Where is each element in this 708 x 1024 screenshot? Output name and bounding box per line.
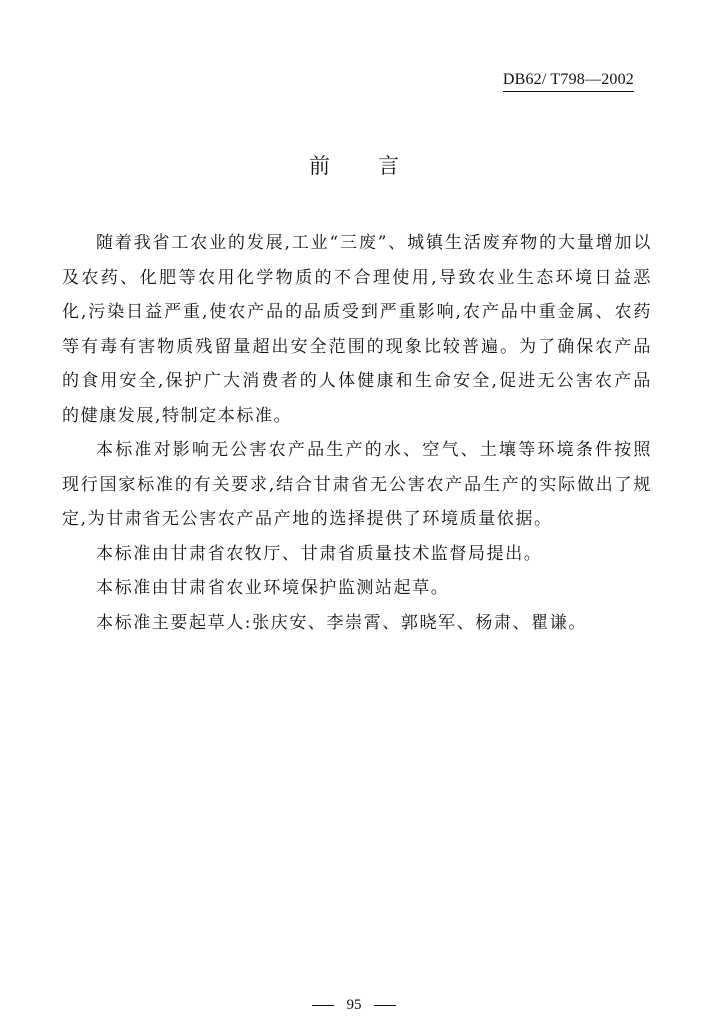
footer-dash-left bbox=[312, 1005, 334, 1006]
paragraph: 本标准对影响无公害农产品生产的水、空气、土壤等环境条件按照现行国家标准的有关要求,结合甘肃省无公害农产品生产的实际做出了规定,为甘肃省无公害农产品产地的选择提供了环境质量依据。 bbox=[62, 440, 652, 529]
footer-dash-right bbox=[374, 1005, 396, 1006]
paragraph: 随着我省工农业的发展,工业“三废”、城镇生活废弃物的大量增加以及农药、化肥等农用化学物质的不合理使用,导致农业生态环境日益恶化,污染日益严重,使农产品的品质受到严重影响,农产品中重金属、农药等有毒有害物质残留量超出安全范围的现象比较普遍。为了确保农产品的食用安全,保护广大消费者的人体健康和生命安全,促进无公害农产品的健康发展,特制定本标准。 bbox=[62, 233, 652, 426]
standard-code: DB62/ T798—2002 bbox=[503, 70, 634, 92]
page-footer bbox=[0, 995, 708, 1015]
page-number: 95 bbox=[346, 997, 362, 1013]
paragraph: 本标准由甘肃省农业环境保护监测站起草。 bbox=[96, 578, 450, 598]
paragraph: 本标准主要起草人:张庆安、李崇霄、郭晓军、杨肃、瞿谦。 bbox=[96, 612, 587, 633]
page-title: 前言 bbox=[309, 154, 447, 178]
foreword-body bbox=[62, 226, 652, 640]
paragraph: 本标准由甘肃省农牧厅、甘肃省质量技术监督局提出。 bbox=[96, 543, 543, 564]
